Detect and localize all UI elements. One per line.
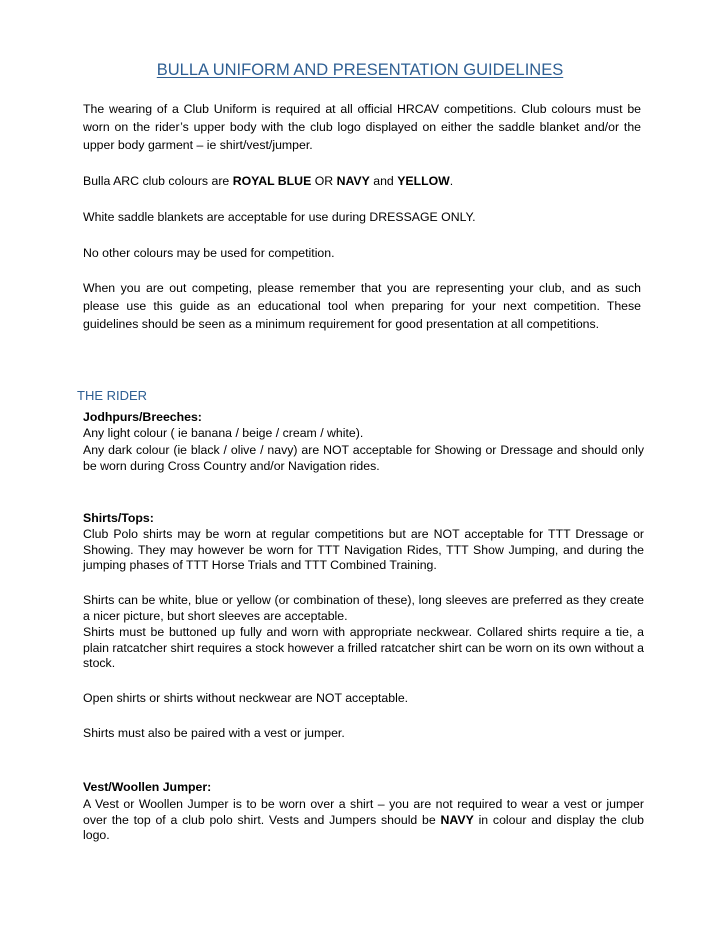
- shirts-colour-paragraph: Shirts can be white, blue or yellow (or combination of these), long sleeves are preferred as they create a nicer picture, but short sleeves are acceptable.: [83, 593, 644, 623]
- colour-royal-blue: ROYAL BLUE: [232, 174, 312, 188]
- vest-text: A Vest or Woollen Jumper is to be worn over a shirt – you are not required to wear a vest or jumper over the top of a club polo shirt. Vests and Jumpers should be: [83, 797, 644, 827]
- period-text: .: [449, 174, 454, 188]
- club-colours-text: Bulla ARC club colours are: [83, 174, 233, 188]
- shirts-open-paragraph: Open shirts or shirts without neckwear are NOT acceptable.: [83, 691, 409, 705]
- vest-heading: Vest/Woollen Jumper:: [83, 780, 212, 794]
- jodhpurs-dark-colour: Any dark colour (ie black / olive / navy) are NOT acceptable for Showing or Dressage and should only be worn during Cross Country and/or Navigation rides.: [83, 443, 644, 473]
- shirts-vest-paragraph: Shirts must also be paired with a vest or jumper.: [83, 726, 345, 740]
- intro-paragraph-club-colours: [83, 172, 641, 190]
- shirts-neckwear-paragraph: Shirts must be buttoned up fully and worn with appropriate neckwear. Collared shirts require a tie, a plain ratcatcher shirt requires a stock however a frilled ratcatcher shirt can be worn on its own without a stock.: [83, 625, 644, 670]
- vest-paragraph: [83, 797, 644, 844]
- or-text: OR: [311, 174, 337, 188]
- vest-text-end: in colour and display the club logo.: [83, 812, 644, 842]
- intro-paragraph-saddle-blankets: White saddle blankets are acceptable for use during DRESSAGE ONLY.: [83, 210, 476, 224]
- and-text: and: [369, 174, 398, 188]
- jodhpurs-light-colour: Any light colour ( ie banana / beige / cream / white).: [83, 426, 364, 440]
- vest-colour-navy: NAVY: [440, 812, 474, 827]
- colour-yellow: YELLOW: [397, 174, 450, 188]
- intro-paragraph-uniform-required: The wearing of a Club Uniform is required at all official HRCAV competitions. Club colours must be worn on the rider’s upper body with the club logo displayed on either the saddle blanket and/or the upper body garment – ie shirt/vest/jumper.: [83, 102, 641, 152]
- colour-navy: NAVY: [336, 174, 370, 188]
- shirts-heading: Shirts/Tops:: [83, 511, 154, 525]
- jodhpurs-heading: Jodhpurs/Breeches:: [83, 410, 202, 424]
- shirts-polo-paragraph: Club Polo shirts may be worn at regular competitions but are NOT acceptable for TTT Dressage or Showing. They may however be worn for TTT Navigation Rides, TTT Show Jumping, and during the jumping phases of TTT Horse Trials and TTT Combined Training.: [83, 527, 644, 572]
- section-heading-rider: THE RIDER: [77, 388, 148, 403]
- page-title: BULLA UNIFORM AND PRESENTATION GUIDELINES: [156, 61, 564, 79]
- intro-paragraph-representing-club: When you are out competing, please remember that you are representing your club, and as such please use this guide as an educational tool when preparing for your next competition. These guidelines should be seen as a minimum requirement for good presentation at all competitions.: [83, 281, 641, 331]
- intro-paragraph-no-other-colours: No other colours may be used for competition.: [83, 246, 335, 260]
